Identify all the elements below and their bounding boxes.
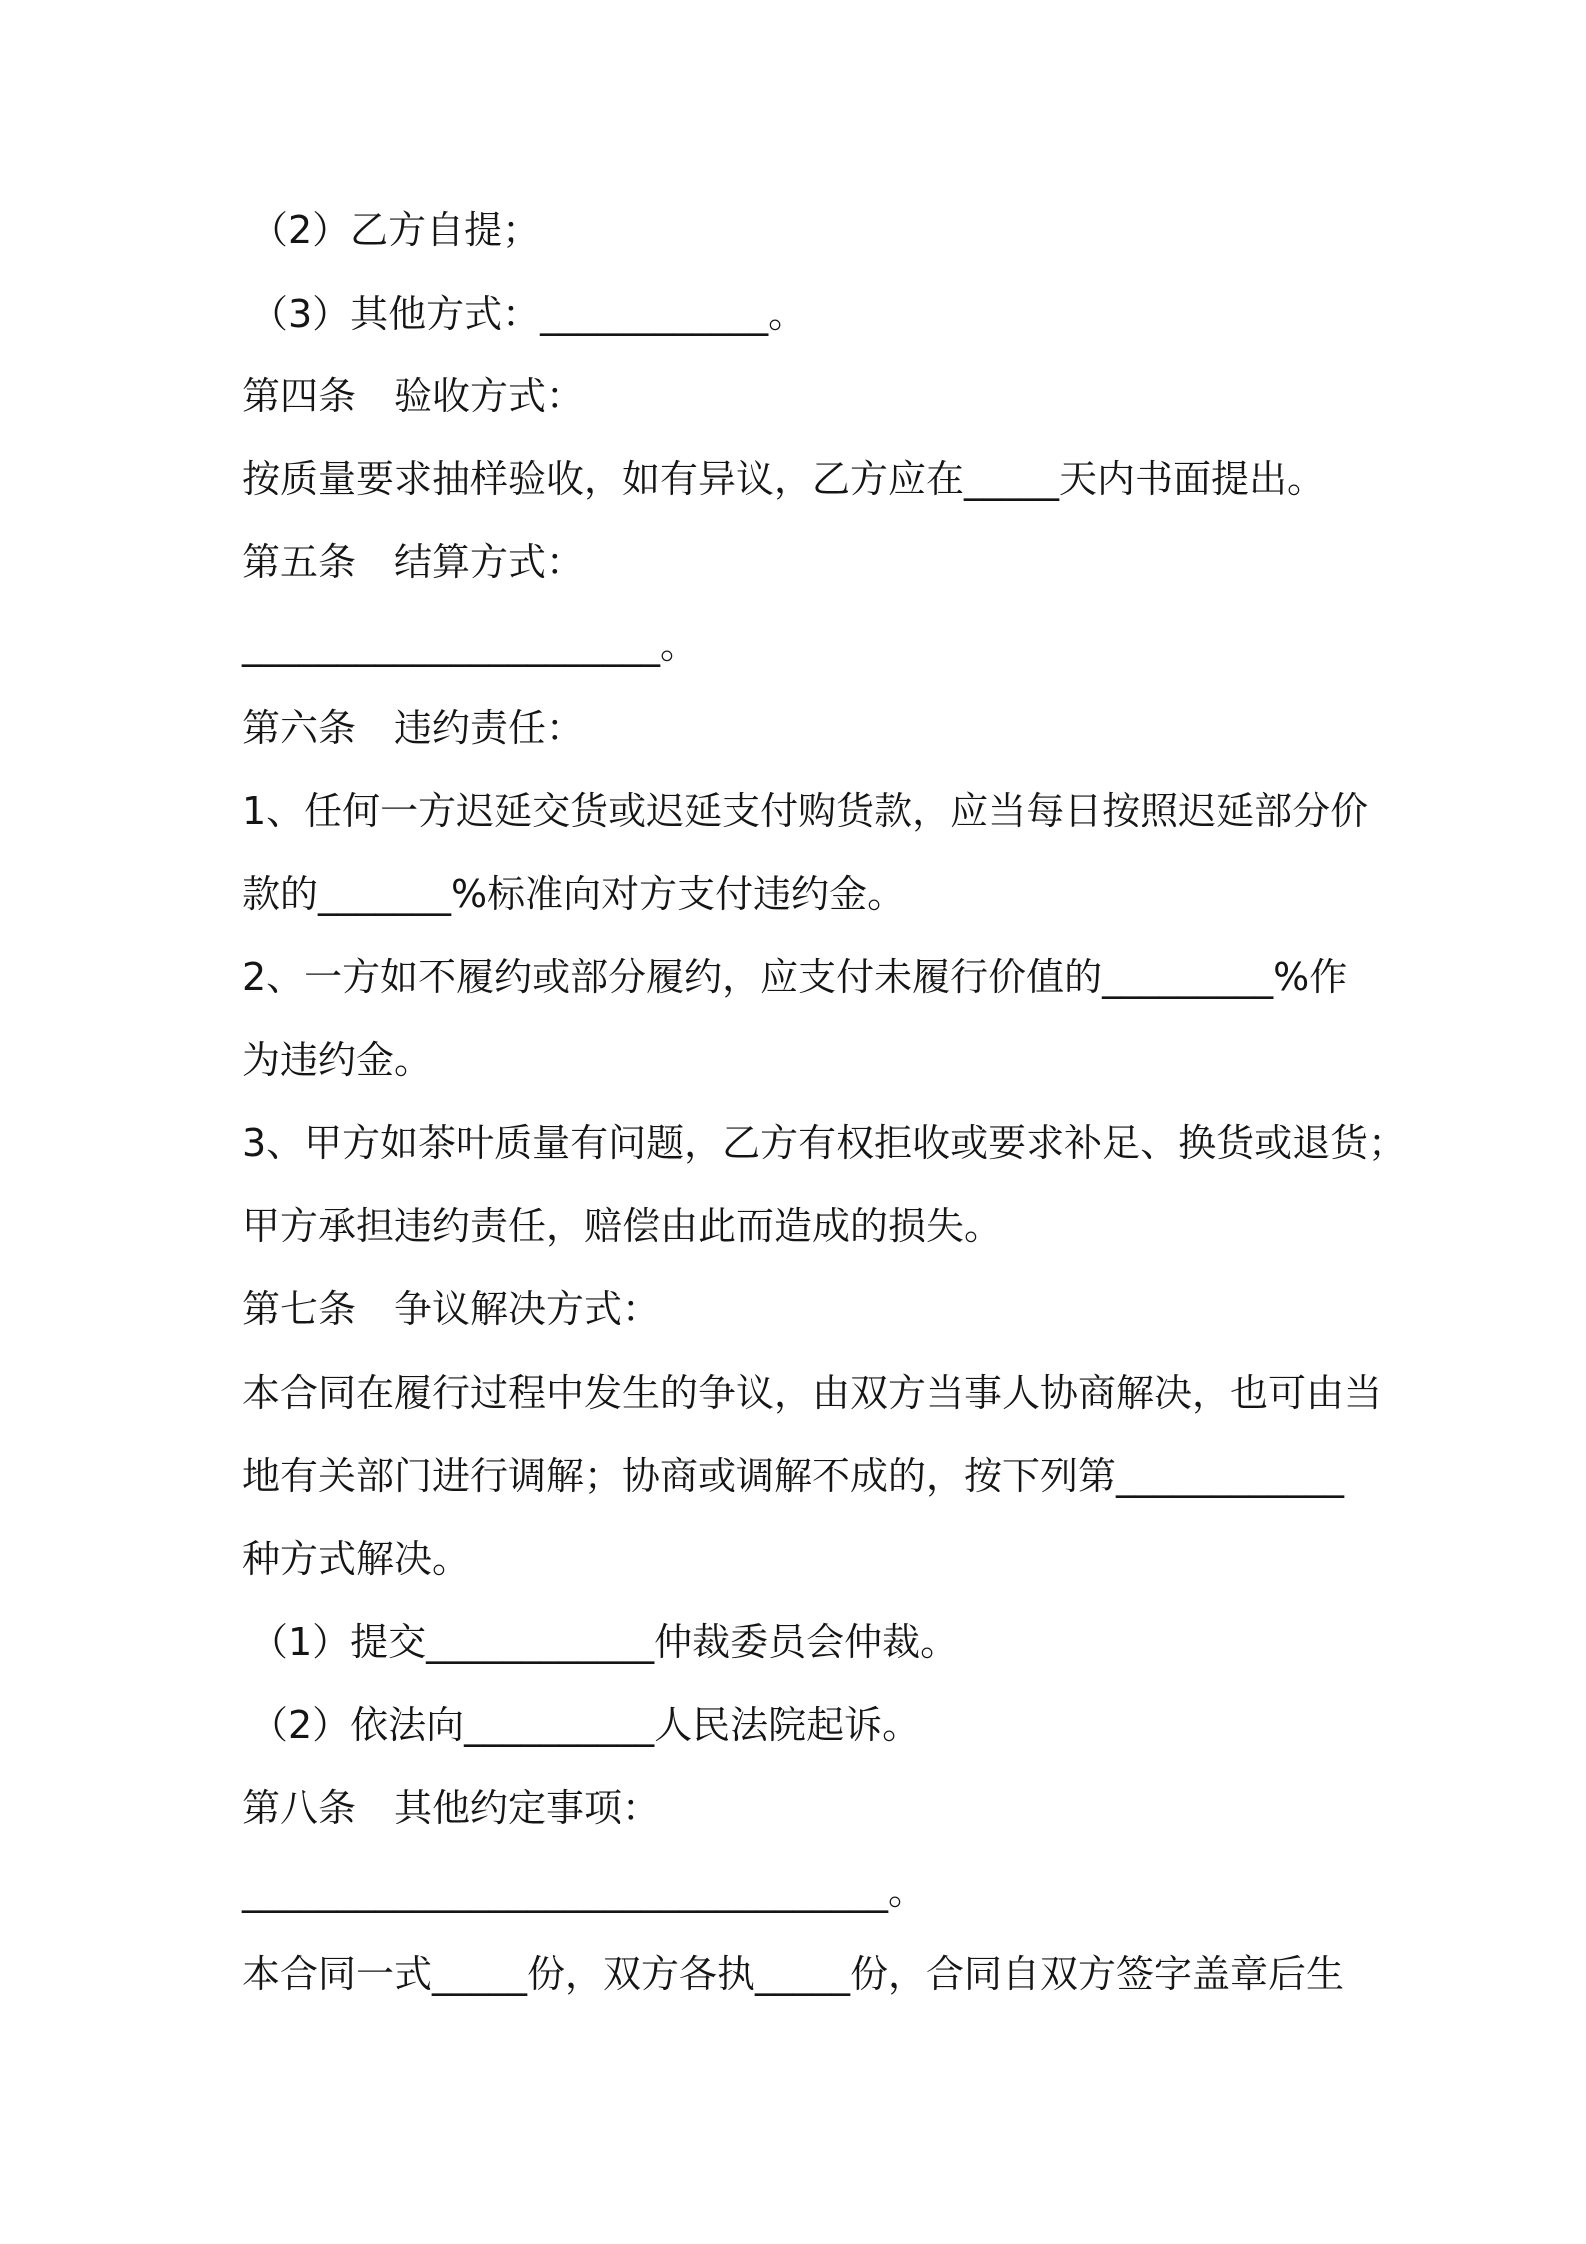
article-5-blank: ______________________。 xyxy=(242,623,699,667)
article-6-item-3-line-1: 3、甲方如茶叶质量有问题，乙方有权拒收或要求补足、换货或退货； xyxy=(242,1121,1407,1165)
article-7-option-1: （1）提交____________仲裁委员会仲裁。 xyxy=(250,1620,959,1664)
article-4-body: 按质量要求抽样验收，如有异议，乙方应在_____天内书面提出。 xyxy=(242,457,1326,501)
clause-3-option-3: （3）其他方式：____________。 xyxy=(250,292,807,336)
article-6-item-1-line-1: 1、任何一方迟延交货或迟延支付购货款，应当每日按照迟延部分价 xyxy=(242,789,1369,833)
article-6-item-2-line-2: 为违约金。 xyxy=(242,1038,433,1082)
article-4-heading: 第四条 验收方式： xyxy=(242,374,585,418)
clause-3-option-2: （2）乙方自提； xyxy=(250,208,541,252)
article-6-item-3-line-2: 甲方承担违约责任，赔偿由此而造成的损失。 xyxy=(242,1204,1003,1248)
article-7-body-line-2: 地有关部门进行调解；协商或调解不成的，按下列第____________ xyxy=(242,1454,1345,1498)
article-6-item-2-line-1: 2、一方如不履约或部分履约，应支付未履行价值的_________%作 xyxy=(242,955,1348,999)
article-7-option-2: （2）依法向__________人民法院起诉。 xyxy=(250,1703,921,1747)
article-8-blank: __________________________________。 xyxy=(242,1869,927,1913)
article-7-heading: 第七条 争议解决方式： xyxy=(242,1287,661,1331)
article-8-heading: 第八条 其他约定事项： xyxy=(242,1786,661,1830)
article-5-heading: 第五条 结算方式： xyxy=(242,540,585,584)
copies-clause: 本合同一式_____份，双方各执_____份，合同自双方签字盖章后生 xyxy=(242,1952,1345,1996)
article-7-body-line-3: 种方式解决。 xyxy=(242,1537,471,1581)
article-7-body-line-1: 本合同在履行过程中发生的争议，由双方当事人协商解决，也可由当 xyxy=(242,1371,1383,1415)
article-6-item-1-line-2: 款的_______%标准向对方支付违约金。 xyxy=(242,872,906,916)
article-6-heading: 第六条 违约责任： xyxy=(242,706,585,750)
